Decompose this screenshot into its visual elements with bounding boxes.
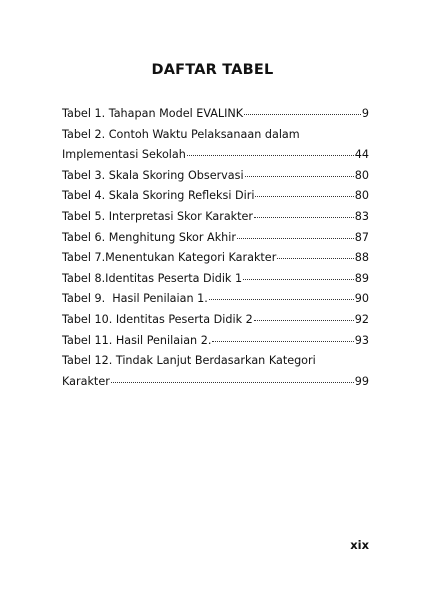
dot-leader — [254, 216, 354, 218]
toc-entry[interactable] — [62, 166, 369, 187]
toc-entry-label-line1[interactable]: Tabel 12. Tindak Lanjut Berdasarkan Kategori — [62, 354, 316, 368]
dot-leader — [187, 154, 354, 156]
toc-entry-label: Tabel 8.Identitas Peserta Didik 1 — [62, 271, 243, 285]
dot-leader — [212, 340, 353, 342]
dot-leader — [243, 278, 354, 280]
toc-entry-page: 80 — [354, 168, 369, 182]
toc-entry-page: 80 — [354, 189, 369, 203]
toc-entry-label: Tabel 3. Skala Skoring Observasi — [62, 168, 244, 182]
dot-leader — [245, 175, 354, 177]
page-title: DAFTAR TABEL — [151, 62, 274, 78]
toc-entry[interactable] — [62, 228, 369, 249]
toc-entry-label: Tabel 11. Hasil Penilaian 2. — [62, 333, 212, 347]
toc-entry-page: 89 — [354, 271, 369, 285]
toc-entry-page: 93 — [354, 333, 369, 347]
toc-entry-label: Tabel 9. Hasil Penilaian 1. — [62, 292, 208, 306]
toc-entry-page: 87 — [354, 230, 369, 244]
table-list — [62, 104, 369, 392]
toc-entry[interactable] — [62, 145, 369, 166]
dot-leader — [255, 195, 353, 197]
toc-entry-page: 90 — [354, 292, 369, 306]
dot-leader — [254, 319, 354, 321]
toc-entry-label-line1[interactable]: Tabel 2. Contoh Waktu Pelaksanaan dalam — [62, 127, 300, 141]
toc-entry[interactable] — [62, 186, 369, 207]
toc-entry-label: Tabel 1. Tahapan Model EVALINK — [62, 107, 244, 120]
toc-entry[interactable] — [62, 310, 369, 331]
toc-entry-label: Tabel 4. Skala Skoring Refleksi Diri — [62, 189, 255, 203]
toc-entry-label: Tabel 5. Interpretasi Skor Karakter — [62, 209, 254, 223]
toc-entry-label: Implementasi Sekolah — [62, 148, 186, 162]
dot-leader — [244, 113, 361, 115]
toc-entry-label: Tabel 6. Menghitung Skor Akhir — [62, 230, 236, 244]
toc-entry[interactable] — [62, 331, 369, 352]
toc-entry-label: Tabel 10. Identitas Peserta Didik 2 — [62, 312, 253, 326]
page-number: xix — [350, 538, 369, 552]
toc-entry-page: 44 — [354, 148, 369, 162]
toc-entry[interactable] — [62, 269, 369, 290]
toc-entry[interactable] — [62, 104, 369, 125]
toc-entry[interactable] — [62, 207, 369, 228]
toc-entry-page: 92 — [354, 312, 369, 326]
toc-entry-page: 88 — [354, 251, 369, 265]
toc-entry[interactable] — [62, 248, 369, 269]
dot-leader — [277, 257, 353, 259]
dot-leader — [237, 237, 354, 239]
toc-entry-page: 9 — [361, 107, 369, 120]
toc-entry[interactable] — [62, 372, 369, 393]
dot-leader — [209, 298, 354, 300]
toc-entry-label: Tabel 7.Menentukan Kategori Karakter — [62, 251, 277, 265]
toc-entry-page: 99 — [354, 374, 369, 388]
toc-entry-label: Karakter — [62, 374, 110, 388]
dot-leader — [111, 381, 354, 383]
toc-entry-page: 83 — [354, 209, 369, 223]
toc-entry[interactable] — [62, 289, 369, 310]
